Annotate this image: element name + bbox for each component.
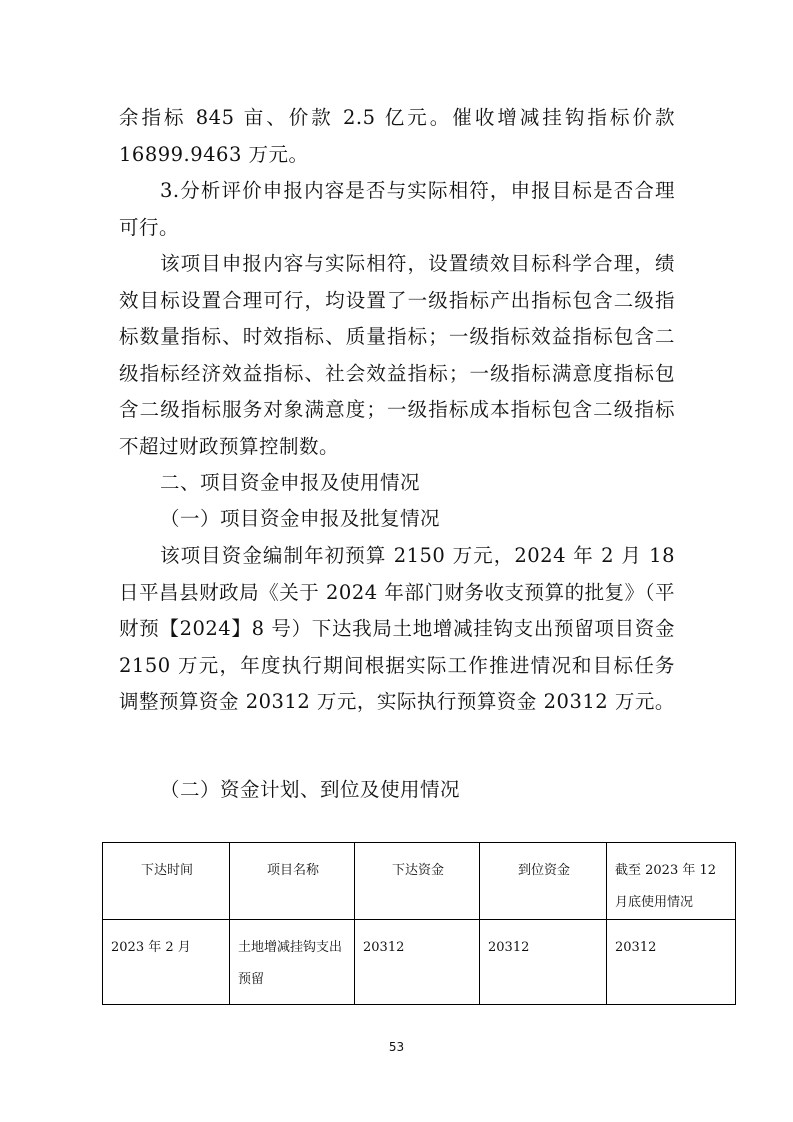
funds-table [102, 842, 736, 1005]
table-header-cell: 项目名称 [230, 843, 355, 920]
heading-fund-approval: （一）项目资金申报及批复情况 [160, 507, 441, 530]
table-header-cell: 下达资金 [355, 843, 480, 920]
paragraph-section-3: 3.分析评价申报内容是否与实际相符，申报目标是否合理可行。 [119, 179, 675, 239]
heading-project-funds: 二、项目资金申报及使用情况 [160, 471, 421, 494]
heading-fund-plan: （二）资金计划、到位及使用情况 [160, 778, 461, 801]
paragraph-performance-targets: 该项目申报内容与实际相符，设置绩效目标科学合理，绩效目标设置合理可行，均设置了一级指标产出指标包含二级指标数量指标、时效指标、质量指标；一级指标效益指标包含二级指标经济效益指标、社会效益指标；一级指标满意度指标包含二级指标服务对象满意度；一级指标成本指标包含二级指标不超过财政预算控制数。 [119, 252, 675, 458]
table-cell: 20312 [480, 920, 607, 1005]
table-row [103, 920, 736, 1005]
table-cell: 20312 [607, 920, 736, 1005]
table-cell: 2023 年 2 月 [103, 920, 230, 1005]
table-header-cell: 到位资金 [480, 843, 607, 920]
table-header-row [103, 843, 736, 920]
table-cell: 20312 [355, 920, 480, 1005]
table-header-cell: 下达时间 [103, 843, 230, 920]
table-cell: 土地增减挂钩支出预留 [230, 920, 355, 1005]
table-header-cell: 截至 2023 年 12 月底使用情况 [607, 843, 736, 920]
paragraph-indicator-fees: 余指标 845 亩、价款 2.5 亿元。催收增减挂钩指标价款 16899.9463 万元。 [119, 106, 675, 166]
paragraph-budget-approval: 该项目资金编制年初预算 2150 万元，2024 年 2 月 18 日平昌县财政局《关于 2024 年部门财务收支预算的批复》（平财预【2024】8 号）下达我局土地增减挂钩支出预留项目资金 2150 万元，年度执行期间根据实际工作推进情况和目标任务调整预算资金 20312 万元，实际执行预算资金 20312 万元。 [119, 544, 675, 713]
page-number: 53 [388, 1040, 405, 1054]
